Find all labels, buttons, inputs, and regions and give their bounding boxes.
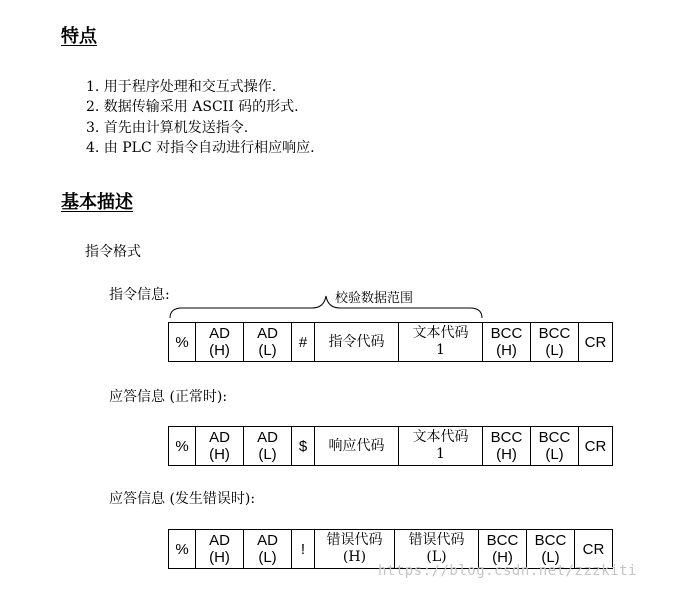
err-ad-high: AD (H) [196,530,244,569]
resp-ad-low: AD (L) [244,427,292,466]
resp-dollar: $ [292,427,315,466]
response-normal-label: 应答信息 (正常时): [109,389,228,405]
err-ad-low: AD (L) [244,530,292,569]
resp-start-char: % [169,427,196,466]
cmd-bcc-high: BCC (H) [483,323,531,362]
format-label: 指令格式 [85,244,141,260]
feature-item-1: 1. 用于程序处理和交互式操作. [86,79,277,95]
resp-bcc-low: BCC (L) [531,427,579,466]
resp-response-code: 响应代码 [315,427,399,466]
cmd-ad-low: AD (L) [244,323,292,362]
cmd-cr: CR [579,323,613,362]
response-normal-frame [168,426,613,466]
resp-text-code: 文本代码 1 [399,427,483,466]
cmd-hash: # [292,323,315,362]
response-error-label: 应答信息 (发生错误时): [109,491,256,507]
basic-heading: 基本描述 [61,192,133,213]
resp-ad-high: AD (H) [196,427,244,466]
err-start-char: % [169,530,196,569]
features-heading: 特点 [61,26,97,47]
cmd-start-char: % [169,323,196,362]
err-bcc-high: BCC (H) [479,530,527,569]
cmd-ad-high: AD (H) [196,323,244,362]
cmd-command-code: 指令代码 [315,323,399,362]
feature-item-3: 3. 首先由计算机发送指令. [86,120,249,136]
command-frame [168,322,613,362]
cmd-text-code: 文本代码 1 [399,323,483,362]
watermark-text: https://blog.csdn.net/zzzkiti [378,563,637,579]
err-code-low: 错误代码 (L) [395,530,479,569]
err-code-high: 错误代码 (H) [315,530,395,569]
feature-item-2: 2. 数据传输采用 ASCII 码的形式. [86,99,299,115]
err-cr: CR [575,530,613,569]
checksum-range-brace [168,292,484,320]
cmd-bcc-low: BCC (L) [531,323,579,362]
checksum-range-label: 校验数据范围 [335,291,414,306]
err-exclaim: ! [292,530,315,569]
command-label: 指令信息: [109,287,170,303]
resp-cr: CR [579,427,613,466]
feature-item-4: 4. 由 PLC 对指令自动进行相应响应. [86,140,315,156]
resp-bcc-high: BCC (H) [483,427,531,466]
err-bcc-low: BCC (L) [527,530,575,569]
